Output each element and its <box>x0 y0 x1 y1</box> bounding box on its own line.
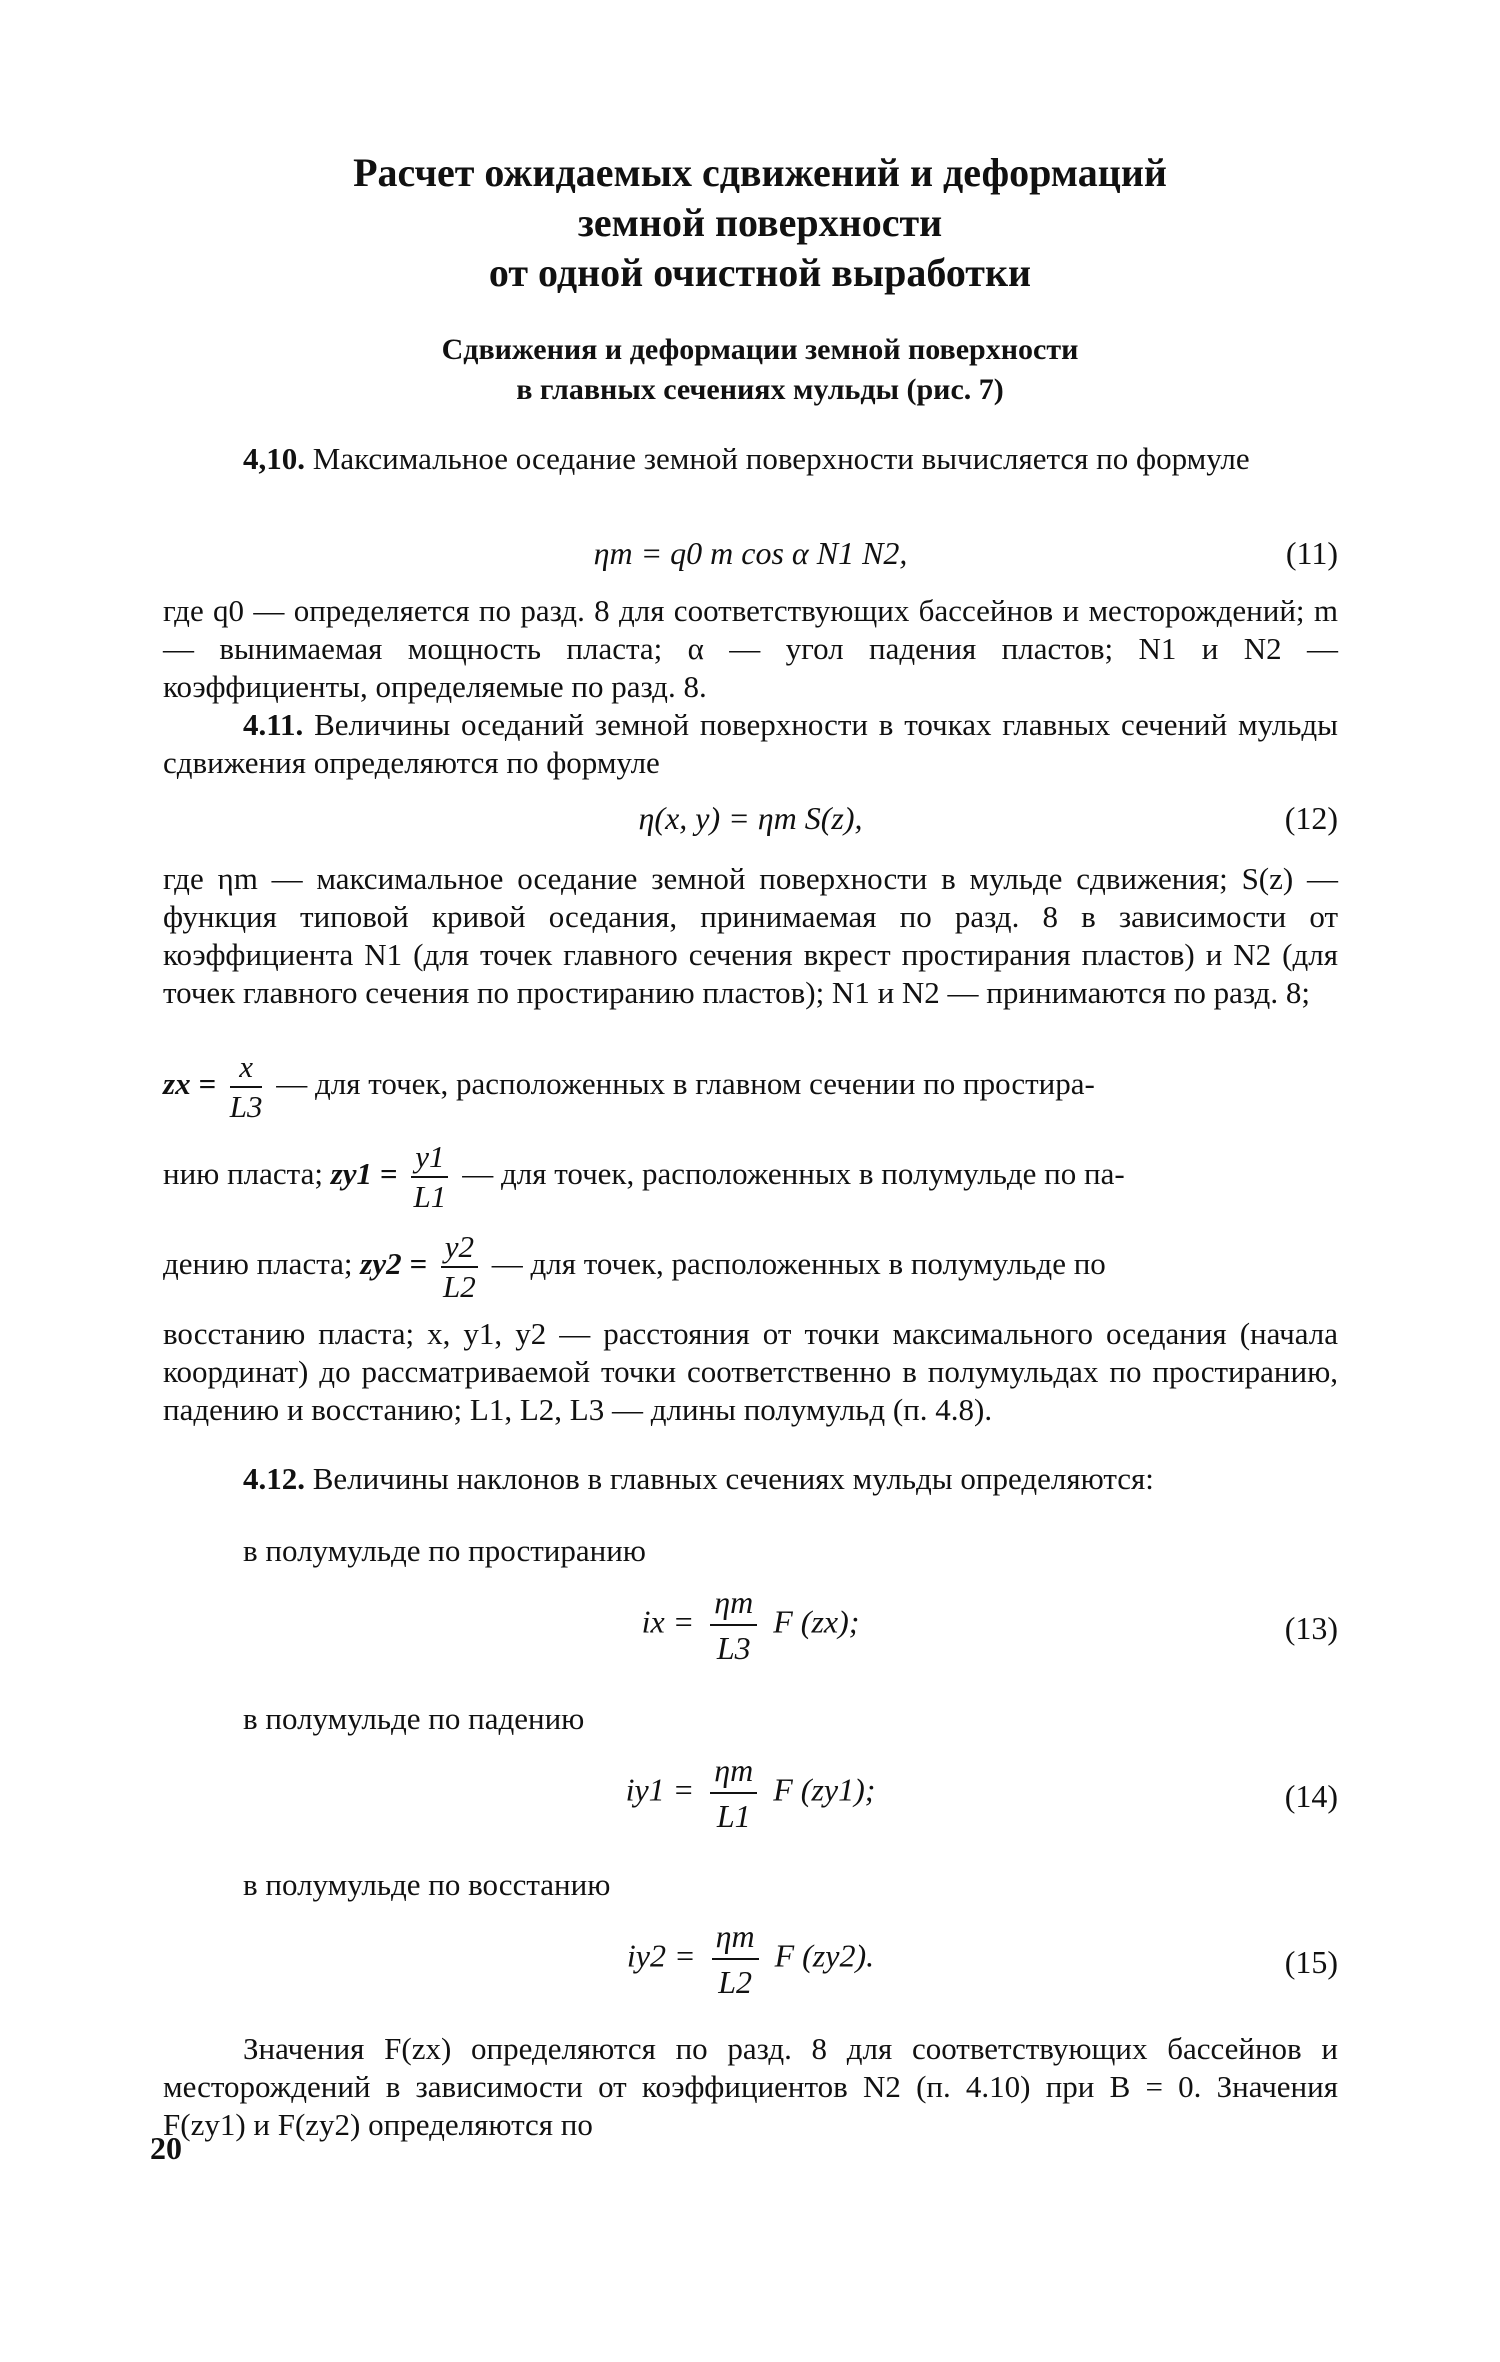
formula-expression: η(x, y) = ηm S(z), <box>638 800 863 836</box>
zy1-definition <box>163 1138 1338 1216</box>
formula-lhs: iy1 = <box>625 1771 695 1808</box>
subtitle-line-2: в главных сечениях мульды (рис. 7) <box>516 373 1004 406</box>
zy2-prefix: дению пласта; <box>163 1246 353 1282</box>
label-rise-half: в полумульде по восстанию <box>243 1867 611 1902</box>
paragraph-4-11 <box>163 706 1338 782</box>
section-title <box>270 148 1250 298</box>
label-dip-half: в полумульде по падению <box>243 1701 585 1736</box>
formula-12 <box>163 792 1338 844</box>
paragraph-text: Величины наклонов в главных сечениях мульды определяются: <box>312 1461 1154 1496</box>
formula-13 <box>163 1580 1338 1680</box>
paragraph-text: Величины оседаний земной поверхности в точках главных сечений мульды сдвижения определяются по формуле <box>163 707 1338 780</box>
fraction-denominator: L1 <box>716 1798 751 1834</box>
zy2-fraction <box>441 1228 478 1306</box>
fraction-numerator: y2 <box>441 1228 478 1268</box>
zx-lhs: zx = <box>163 1066 216 1102</box>
formula-fraction <box>710 1748 757 1838</box>
formula-15 <box>163 1914 1338 2014</box>
paragraph-4-11-end: восстанию пласта; x, y1, y2 — расстояния от точки максимального оседания (начала координат) до рассматриваемой точки соответственно в полумульдах по простиранию, падению и восстанию; L1, L2, L3 — длины полумульд (п. 4.8). <box>163 1316 1338 1427</box>
fraction-numerator: ηm <box>710 1748 757 1794</box>
zy2-lhs: zy2 = <box>360 1246 427 1282</box>
fraction-denominator: L3 <box>229 1089 263 1124</box>
paragraph-4-12 <box>163 1460 1338 1498</box>
formula-number: (14) <box>1284 1778 1338 1814</box>
label-strike-half: в полумульде по простиранию <box>243 1533 646 1568</box>
page-number: 20 <box>150 2130 182 2166</box>
subsection-title <box>300 330 1220 410</box>
fraction-denominator: L3 <box>716 1630 751 1666</box>
title-line-2: земной поверхности <box>577 200 943 245</box>
zy2-definition <box>163 1228 1338 1306</box>
paragraph-number: 4.12. <box>243 1461 305 1496</box>
title-line-1: Расчет ожидаемых сдвижений и деформаций <box>353 150 1167 195</box>
zy1-fraction <box>411 1138 448 1216</box>
fraction-numerator: ηm <box>710 1580 757 1626</box>
formula-number: (12) <box>1284 800 1338 836</box>
title-line-3: от одной очистной выработки <box>488 250 1032 295</box>
zy1-prefix: нию пласта; <box>163 1156 323 1192</box>
formula-rhs: F (zy1); <box>773 1771 876 1808</box>
fraction-numerator: y1 <box>411 1138 448 1178</box>
zy2-text: — для точек, расположенных в полумульде по <box>491 1246 1106 1282</box>
paragraph-number: 4,10. <box>243 441 305 476</box>
paragraph-4-11-definitions: где ηm — максимальное оседание земной поверхности в мульде сдвижения; S(z) — функция типовой кривой оседания, принимаемая по разд. 8 в зависимости от коэффициента N1 (для точек главного сечения вкрест простирания пластов) и N2 (для точек главного сечения по простиранию пластов); N1 и N2 — принимаются по разд. 8; <box>163 861 1338 1010</box>
zx-text: — для точек, расположенных в главном сечении по простира- <box>276 1066 1095 1102</box>
fraction-numerator: x <box>230 1048 263 1088</box>
fraction-denominator: L2 <box>718 1964 752 2000</box>
formula-number: (11) <box>1285 535 1338 571</box>
paragraph-final: Значения F(zx) определяются по разд. 8 для соответствующих бассейнов и месторождений в зависимости от коэффициентов N2 (п. 4.10) при B = 0. Значения F(zy1) и F(zy2) определяются по <box>163 2031 1338 2142</box>
formula-number: (15) <box>1284 1944 1338 1980</box>
formula-14 <box>163 1748 1338 1848</box>
zx-definition <box>163 1048 1338 1126</box>
subtitle-line-1: Сдвижения и деформации земной поверхности <box>441 333 1079 366</box>
formula-expression: ηm = q0 m cos α N1 N2, <box>593 535 908 571</box>
formula-lhs: iy2 = <box>626 1937 696 1974</box>
formula-11 <box>163 527 1338 579</box>
zx-fraction <box>230 1048 263 1126</box>
formula-rhs: F (zx); <box>773 1603 860 1640</box>
paragraph-4-10-definitions: где q0 — определяется по разд. 8 для соответствующих бассейнов и месторождений; m — вынимаемая мощность пласта; α — угол падения пластов; N1 и N2 — коэффициенты, определяемые по разд. 8. <box>163 593 1338 704</box>
paragraph-text: Максимальное оседание земной поверхности вычисляется по формуле <box>312 441 1250 476</box>
paragraph-4-10 <box>163 440 1338 478</box>
formula-fraction <box>712 1914 759 2004</box>
paragraph-number: 4.11. <box>243 707 304 742</box>
zy1-lhs: zy1 = <box>330 1156 398 1192</box>
formula-number: (13) <box>1284 1610 1338 1646</box>
formula-lhs: ix = <box>641 1603 695 1640</box>
fraction-denominator: L1 <box>413 1179 447 1214</box>
zy1-text: — для точек, расположенных в полумульде по па- <box>462 1156 1125 1192</box>
formula-rhs: F (zy2). <box>774 1937 875 1974</box>
fraction-numerator: ηm <box>712 1914 759 1960</box>
formula-fraction <box>710 1580 757 1670</box>
fraction-denominator: L2 <box>443 1269 476 1304</box>
